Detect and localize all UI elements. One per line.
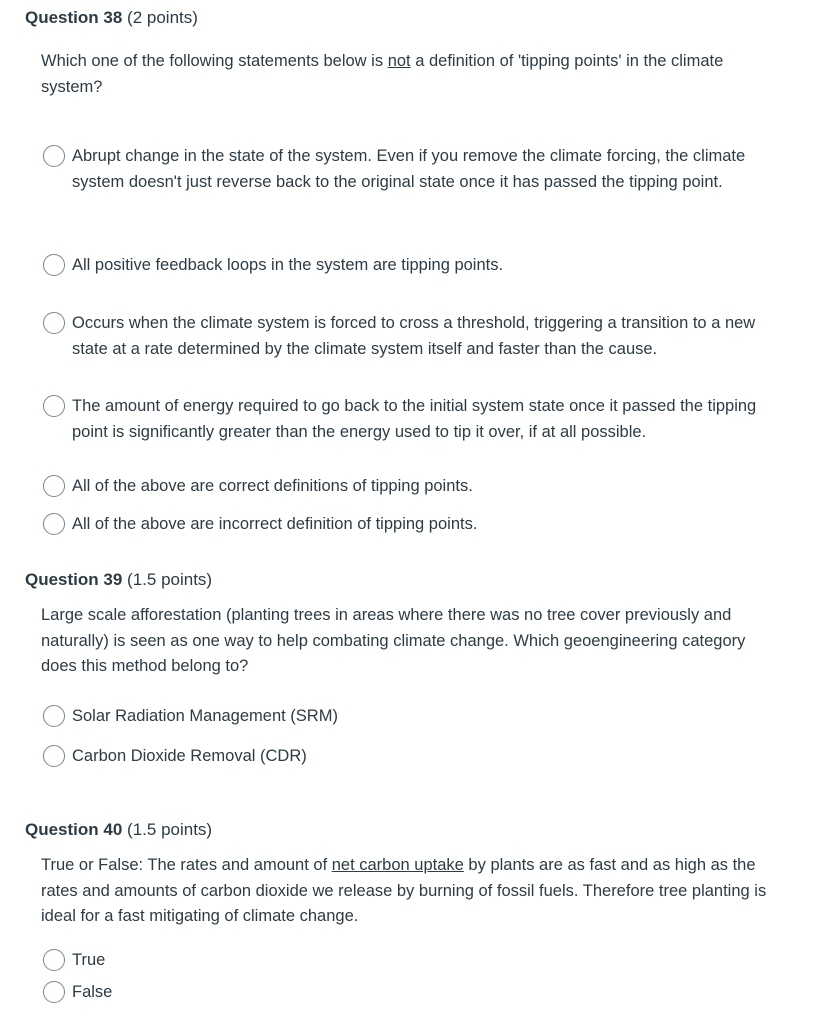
radio-button[interactable] (43, 705, 65, 727)
question-text-emphasis: not (387, 52, 411, 70)
question-40-header (25, 819, 212, 841)
option-label: Solar Radiation Management (SRM) (72, 707, 338, 725)
option-label: All of the above are incorrect definition of tipping points. (72, 515, 478, 533)
question-39-text: Large scale afforestation (planting trees in areas where there was no tree cover previously and naturally) is seen as one way to help combating climate change. Which geoengineering category does this method belong to? (41, 606, 746, 675)
question-title: Question 40 (25, 820, 123, 839)
question-text-part: True or False: The rates and amount of (41, 856, 332, 874)
option-label: False (72, 983, 113, 1001)
question-38-header (25, 7, 198, 29)
radio-button[interactable] (43, 395, 65, 417)
question-text-part: a definition of 'tipping points' in the climate system? (41, 52, 724, 96)
question-38-text (41, 49, 781, 100)
question-text-part: by plants are as fast and as high as the rates and amounts of carbon dioxide we release by burning of fossil fuels. Therefore tree planting is ideal for a fast mitigating of climate change. (41, 856, 767, 925)
option-label: True (72, 951, 106, 969)
radio-button[interactable] (43, 981, 65, 1003)
radio-button[interactable] (43, 145, 65, 167)
option-label: The amount of energy required to go back to the initial system state once it passed the tipping point is significantly greater than the energy used to tip it over, if at all possible. (72, 397, 757, 441)
question-title: Question 38 (25, 8, 123, 27)
radio-button[interactable] (43, 513, 65, 535)
question-points: (1.5 points) (127, 570, 213, 589)
question-text-part: Which one of the following statements below is (41, 52, 388, 70)
question-title: Question 39 (25, 570, 123, 589)
option-label: Occurs when the climate system is forced to cross a threshold, triggering a transition to a new state at a rate determined by the climate system itself and faster than the cause. (72, 314, 756, 358)
option-label: All positive feedback loops in the system are tipping points. (72, 256, 504, 274)
option-label: Abrupt change in the state of the system. Even if you remove the climate forcing, the climate system doesn't just reverse back to the original state once it has passed the tipping point. (72, 147, 746, 191)
question-39-header (25, 569, 212, 591)
question-40-text (41, 853, 781, 930)
question-points: (2 points) (127, 8, 198, 27)
radio-button[interactable] (43, 745, 65, 767)
option-label: All of the above are correct definitions of tipping points. (72, 477, 473, 495)
radio-button[interactable] (43, 949, 65, 971)
question-points: (1.5 points) (127, 820, 213, 839)
question-text-emphasis: net carbon uptake (331, 856, 464, 874)
option-label: Carbon Dioxide Removal (CDR) (72, 747, 307, 765)
radio-button[interactable] (43, 254, 65, 276)
radio-button[interactable] (43, 312, 65, 334)
radio-button[interactable] (43, 475, 65, 497)
